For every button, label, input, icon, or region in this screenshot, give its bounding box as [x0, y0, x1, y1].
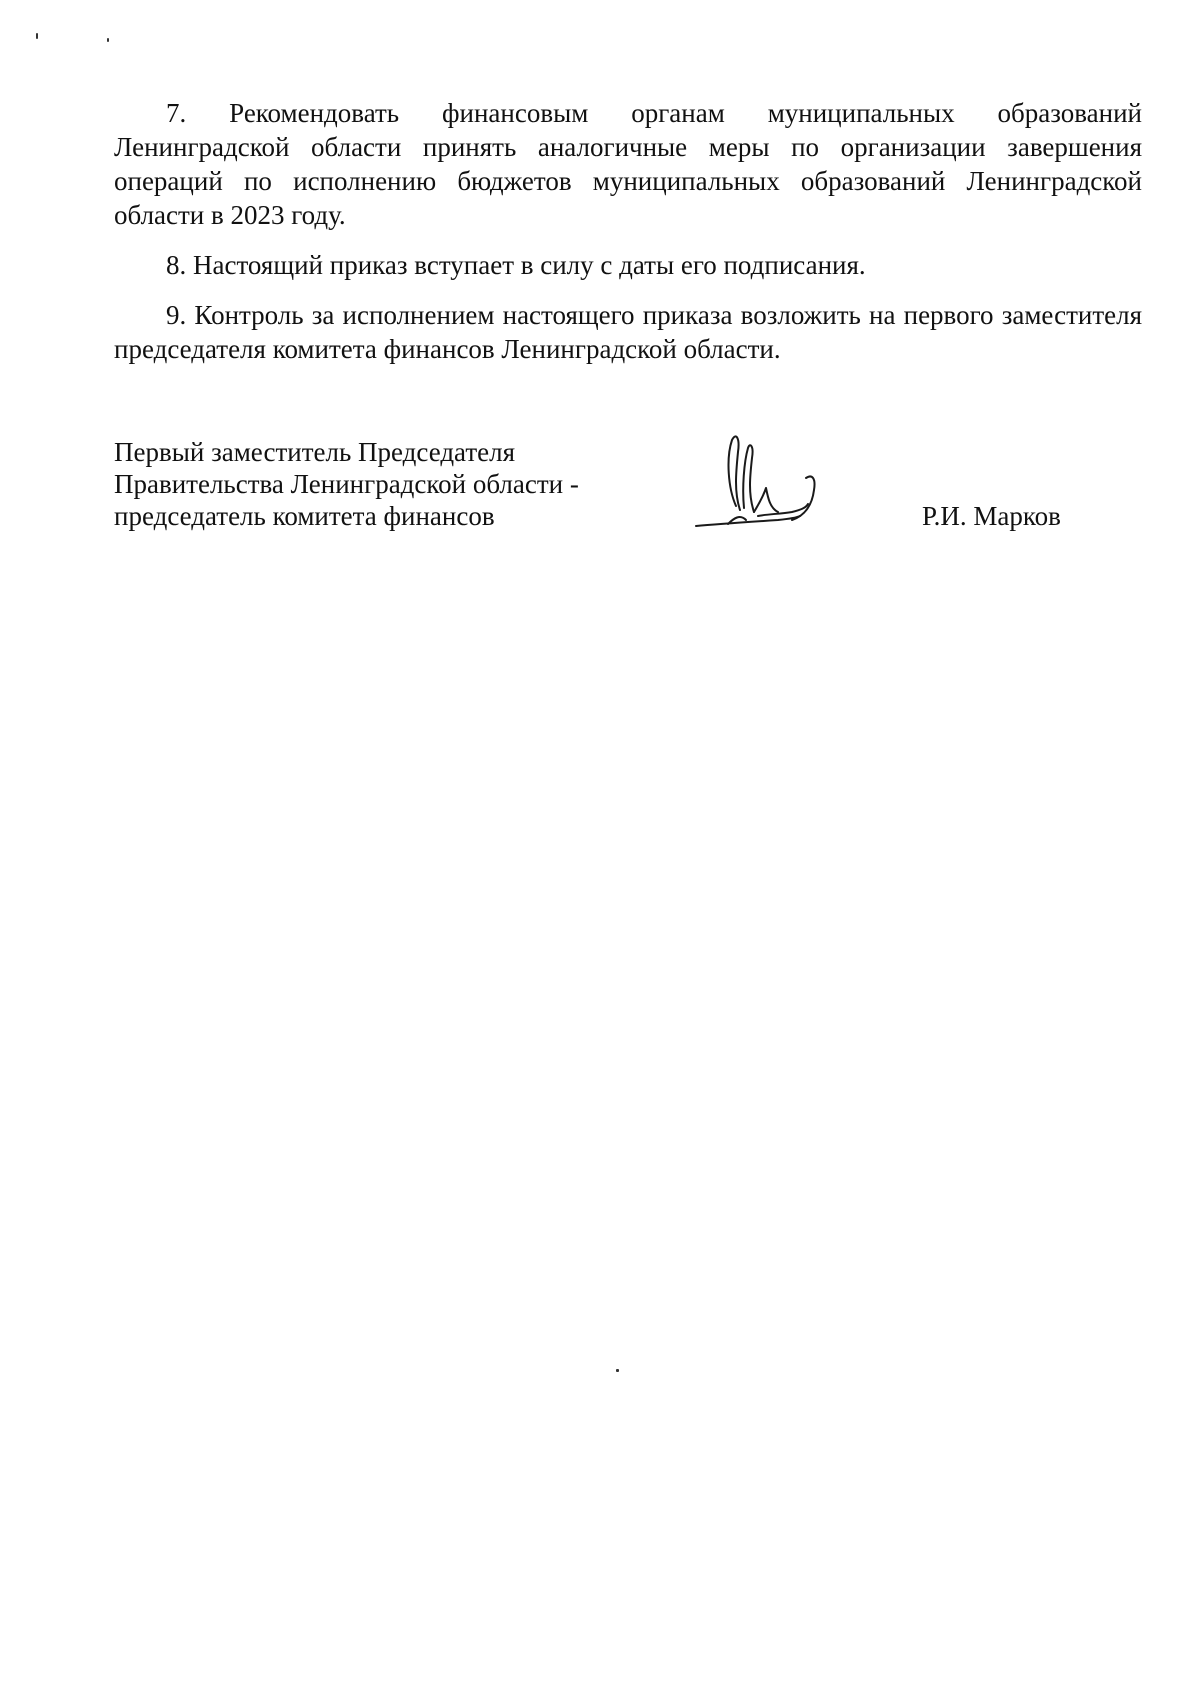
signatory-title-line: Правительства Ленинградской области - [114, 469, 579, 499]
signatory-title-line: председатель комитета финансов [114, 501, 495, 531]
scan-speck [616, 1369, 619, 1372]
signatory-name: Р.И. Марков [922, 501, 1061, 531]
signatory-title-line: Первый заместитель Председателя [114, 437, 516, 467]
paragraph-9: 9. Контроль за исполнением настоящего приказа возложить на первого заместителя председателя комитета финансов Ленинградской области. [114, 300, 1142, 364]
paragraph-8: 8. Настоящий приказ вступает в силу с даты его подписания. [166, 250, 866, 280]
handwritten-signature [688, 428, 858, 536]
scan-speck [36, 33, 38, 39]
document-body [114, 96, 1142, 366]
scan-speck [107, 38, 109, 42]
signature-block [114, 436, 1142, 546]
paragraph-7: 7. Рекомендовать финансовым органам муниципальных образований Ленинградской области принять аналогичные меры по организации завершения операций по исполнению бюджетов муниципальных образований Ленинградской области в 2023 году. [114, 98, 1142, 230]
signatory-title [114, 436, 674, 532]
